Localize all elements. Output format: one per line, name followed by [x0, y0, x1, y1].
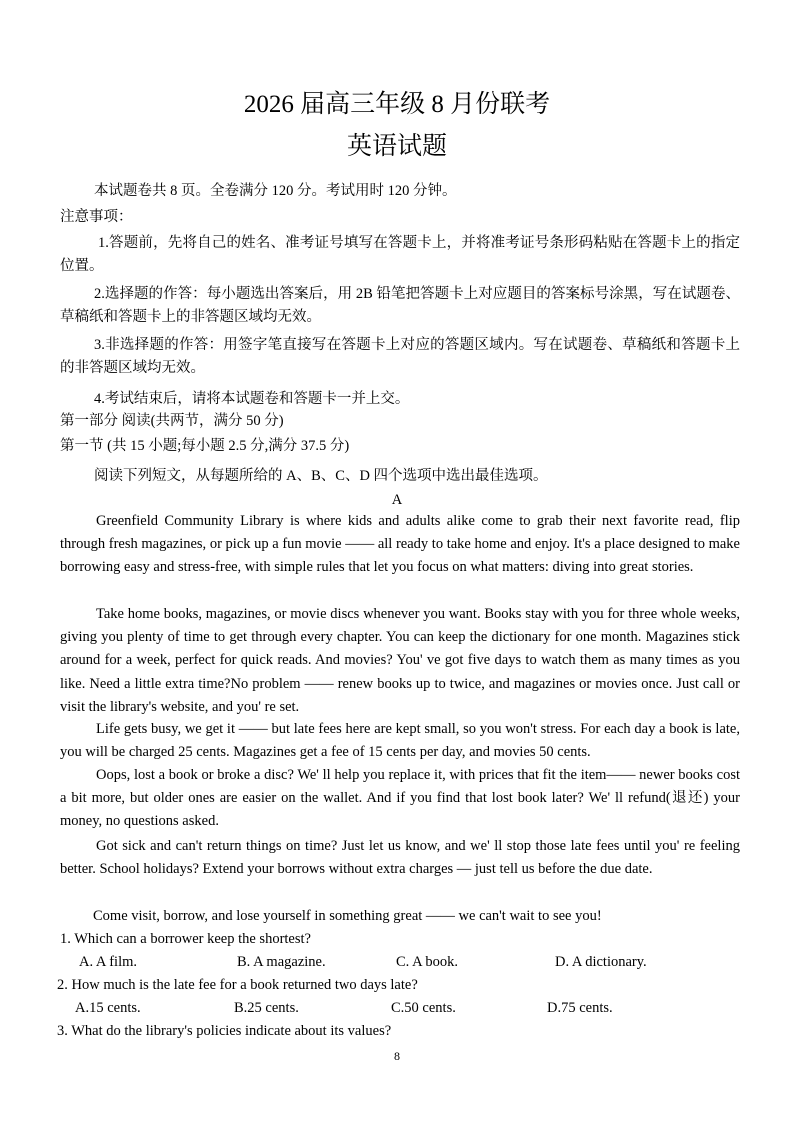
notice-label: 注意事项： — [60, 209, 133, 225]
exam-title: 2026 届高三年级 8 月份联考 — [243, 91, 551, 118]
question-2-option-a: A.15 cents. — [75, 1000, 141, 1016]
page-number: 8 — [394, 1049, 400, 1063]
notice-item-4: 4.考试结束后，请将本试题卷和答题卡一并上交。 — [94, 391, 410, 407]
reading-direction: 阅读下列短文，从每题所给的 A、B、C、D 四个选项中选出最佳选项。 — [94, 468, 548, 484]
passage-paragraph-2: Take home books, magazines, or movie discs whenever you want. Books stay with you for three whole weeks, giving you plenty of time to get through every chapter. You can keep the dictionary for one month. Magazines stick around for a week, perfect for quick reads. And movies? You' ve got five days to watch them as many times as you like. Need a little extra time?No problem —— renew books up to twice, and magazines or movies once. Just call or visit the library's website, and you' re set. — [60, 606, 740, 715]
question-2-option-d: D.75 cents. — [547, 1000, 613, 1016]
question-3-stem: 3. What do the library's policies indicate about its values? — [57, 1023, 392, 1039]
passage-paragraph-4: Oops, lost a book or broke a disc? We' ll help you replace it, with prices that fit the item—— newer books cost a bit more, but older ones are easier on the wallet. And if you find that lost book later? We' ll refund(退还) your money, no questions asked. — [60, 767, 740, 830]
section-heading: 第一节 (共 15 小题;每小题 2.5 分,满分 37.5 分) — [60, 438, 350, 454]
question-1-option-b: B. A magazine. — [237, 954, 326, 970]
notice-item-3: 3.非选择题的作答：用签字笔直接写在答题卡上对应的答题区域内。写在试题卷、草稿纸和答题卡上的非答题区域均无效。 — [60, 337, 740, 377]
notice-item-1: 1.答题前，先将自己的姓名、准考证号填写在答题卡上，并将准考证号条形码粘贴在答题卡上的指定位置。 — [60, 235, 740, 275]
passage-paragraph-1: Greenfield Community Library is where kids and adults alike come to grab their next favorite read, flip through fresh magazines, or pick up a fun movie —— all ready to take home and enjoy. It's a place designed to make borrowing easy and stress-free, with simple rules that let you focus on what matters: diving into great stories. — [60, 513, 740, 576]
passage-paragraph-6: Come visit, borrow, and lose yourself in something great —— we can't wait to see you! — [93, 908, 602, 924]
passage-label: A — [391, 492, 403, 508]
question-1-option-c: C. A book. — [396, 954, 459, 970]
passage-paragraph-3: Life gets busy, we get it —— but late fees here are kept small, so you won't stress. For each day a book is late, you will be charged 25 cents. Magazines get a fee of 15 cents per day, and movies 50 cents. — [60, 721, 740, 761]
question-1-option-a: A. A film. — [79, 954, 138, 970]
exam-intro: 本试题卷共 8 页。全卷满分 120 分。考试用时 120 分钟。 — [94, 183, 457, 199]
part-heading: 第一部分 阅读(共两节，满分 50 分) — [60, 413, 284, 429]
question-1-stem: 1. Which can a borrower keep the shortest? — [60, 931, 311, 947]
question-2-stem: 2. How much is the late fee for a book returned two days late? — [57, 977, 418, 993]
question-2-option-b: B.25 cents. — [234, 1000, 299, 1016]
question-1-option-d: D. A dictionary. — [555, 954, 647, 970]
exam-subtitle: 英语试题 — [346, 133, 447, 160]
passage-paragraph-5: Got sick and can't return things on time? Just let us know, and we' ll stop those late fees until you' re feeling better. School holidays? Extend your borrows without extra charges — just tell us before the due date. — [60, 838, 740, 878]
question-2-option-c: C.50 cents. — [391, 1000, 456, 1016]
notice-item-2: 2.选择题的作答：每小题选出答案后，用 2B 铅笔把答题卡上对应题目的答案标号涂黑，写在试题卷、草稿纸和答题卡上的非答题区域均无效。 — [60, 286, 740, 326]
